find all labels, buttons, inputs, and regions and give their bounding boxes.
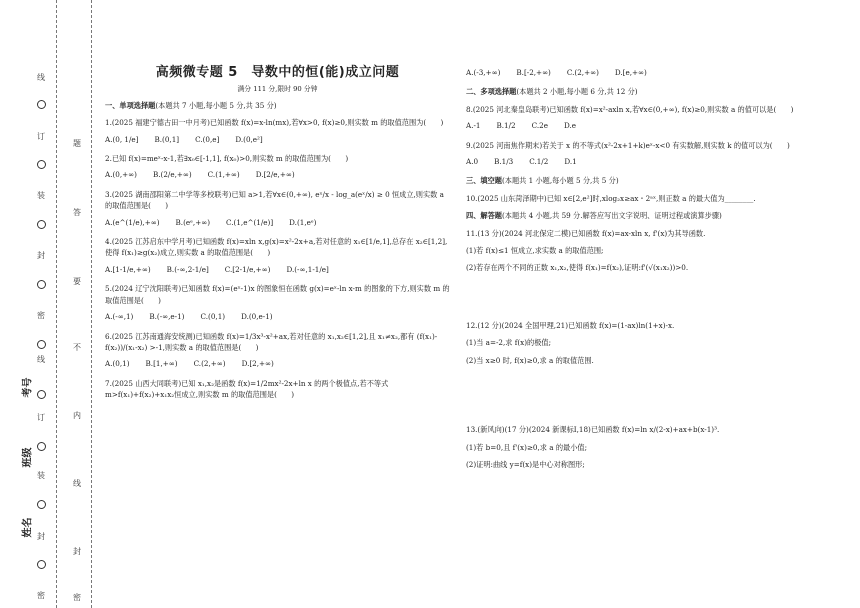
option: C.(1,e^(1/e)] [226, 217, 274, 227]
option: A.-1 [466, 121, 481, 131]
cut-mark: 订 [37, 413, 45, 422]
section-heading: 三、填空题(本题共 1 小题,每小题 5 分,共 5 分) [466, 176, 619, 186]
cut-mark: 要 [73, 277, 81, 286]
option: A.[1-1/e,+∞) [105, 264, 151, 274]
question-13-part-2: (2)证明:曲线 y=f(x)是中心对称图形; [466, 459, 585, 469]
cut-mark: 线 [37, 355, 45, 364]
question-11: 11.(13 分)(2024 河北保定二模)已知函数 f(x)=ax-xln x, f'(x)为其导函数. [466, 228, 706, 238]
left-column [105, 62, 450, 407]
option: C.(0,1) [200, 312, 226, 322]
cut-mark: 装 [37, 471, 45, 480]
option: D.[e,+∞) [614, 68, 647, 77]
option: A.(0,1) [105, 359, 130, 369]
question-8: 8.(2025 河北秦皇岛联考)已知函数 f(x)=x²-axln x,若∀x∈(0,+∞), f(x)≥0,则实数 a 的值可以是( ) [466, 104, 794, 114]
question-7-options [466, 67, 841, 78]
option: A.(-∞,1) [105, 312, 134, 322]
section-heading: 二、多项选择题(本题共 2 小题,每小题 6 分,共 12 分) [466, 87, 638, 97]
section-heading: 一、单项选择题(本题共 7 小题,每小题 5 分,共 35 分) [105, 100, 277, 110]
option: B.(-∞,2-1/e] [166, 264, 209, 274]
answer-space [466, 280, 841, 320]
option: A.(-3,+∞) [466, 68, 501, 77]
option: A.0 [466, 157, 479, 167]
option: D.(0,e²] [235, 134, 263, 144]
option: C.1/2 [529, 157, 549, 167]
right-column [466, 62, 841, 476]
cut-mark: 封 [37, 251, 45, 260]
cut-mark: 密 [73, 593, 81, 602]
binding-hole [37, 500, 46, 509]
binding-hole [37, 100, 46, 109]
binding-hole [37, 390, 46, 399]
cut-mark: 题 [73, 139, 81, 148]
binding-margin [0, 0, 95, 608]
cut-line-outer [56, 0, 57, 608]
question-5: 5.(2024 辽宁沈阳联考)已知函数 f(x)=(eˣ-1)x 的图象恒在函数 g(x)=eˣ-ln x-m 的图象的下方,则实数 m 的取值范围是( ) [105, 284, 450, 305]
option: B.(eᵉ,+∞) [175, 217, 211, 227]
option: C.(2,+∞) [566, 68, 599, 77]
cut-mark: 装 [37, 191, 45, 200]
question-3-options [105, 217, 450, 228]
cut-mark: 不 [73, 343, 81, 352]
score-time-info: 满分 111 分,限时 90 分钟 [237, 85, 318, 94]
option: C.2e [531, 121, 548, 131]
question-9: 9.(2025 河南焦作期末)若关于 x 的不等式(x²-2x+1+k)eˣ-x<0 有实数解,则实数 k 的值可以为( ) [466, 140, 790, 150]
cut-mark: 封 [73, 547, 81, 556]
cut-mark: 订 [37, 132, 45, 141]
option: D.e [563, 121, 577, 131]
page-title: 高频微专题 5 导数中的恒(能)成立问题 [155, 65, 400, 80]
option: D.1 [564, 157, 577, 167]
question-11-part-1: (1)若 f(x)≤1 恒成立,求实数 a 的取值范围; [466, 246, 604, 256]
option: D.(-∞,1-1/e] [286, 264, 329, 274]
question-9-options [466, 156, 841, 167]
option: A.(0,+∞) [105, 170, 137, 180]
question-12-part-2: (2)当 x≥0 时, f(x)≥0,求 a 的取值范围. [466, 355, 594, 365]
binding-hole [37, 220, 46, 229]
cut-mark: 封 [37, 532, 45, 541]
binding-hole [37, 560, 46, 569]
question-1: 1.(2025 福建宁德古田一中月考)已知函数 f(x)=x-ln(mx),若∀x>0, f(x)≥0,则实数 m 的取值范围为( ) [105, 118, 444, 128]
question-6-options [105, 358, 450, 369]
cut-mark: 内 [73, 411, 81, 420]
option: D.[2,+∞) [241, 359, 274, 369]
question-11-part-2: (2)若存在两个不同的正数 x₁,x₂,使得 f(x₁)=f(x₂),证明:f'(√(x₁x₂))>0. [466, 263, 689, 273]
question-10: 10.(2025 山东菏泽期中)已知 x∈[2,e²]时,xlog₂x≥ax・2ᵃˣ,则正数 a 的最大值为________. [466, 193, 756, 203]
binding-hole [37, 280, 46, 289]
binding-hole [37, 442, 46, 451]
option: B.(0,1] [154, 134, 180, 144]
option: D.[2/e,+∞) [255, 170, 295, 180]
section-heading: 四、解答题(本题共 4 小题,共 59 分.解答应写出文字说明、证明过程或演算步骤) [466, 211, 722, 221]
option: B.1/2 [496, 121, 516, 131]
question-6: 6.(2025 江苏南通海安统测)已知函数 f(x)=1/3x³-x²+ax,若对任意的 x₁,x₂∈[1,2],且 x₁≠x₂,都有 (f(x₁)-f(x₂))/(x₁-x₂) >-1,则实数 a 的取值范围是( ) [105, 331, 438, 352]
question-3: 3.(2025 湖南邵阳第二中学等多校联考)已知 a>1,若∀x∈(0,+∞), eˣ/x - log_a(eˣ/x) ≥ 0 恒成立,则实数 a 的取值范围是( ) [105, 189, 444, 211]
option: C.[2-1/e,+∞) [224, 264, 271, 274]
cut-mark: 密 [37, 591, 45, 600]
question-12-part-1: (1)当 a=-2,求 f(x)的极值; [466, 338, 552, 348]
exam-number-label: 考号 [22, 377, 34, 398]
question-4: 4.(2025 江苏启东中学月考)已知函数 f(x)=xln x,g(x)=x²-2x+a,若对任意的 x₁∈[1/e,1],总存在 x₂∈[1,2],使得 f(x₁)≥g(x₂)成立,则实数 a 的取值范围是( ) [105, 237, 448, 258]
option: B.(-∞,e-1) [149, 312, 185, 322]
question-13: 13.(新风向)(17 分)(2024 新课标Ⅰ,18)已知函数 f(x)=ln x/(2-x)+ax+b(x-1)³. [466, 425, 720, 435]
question-12: 12.(12 分)(2024 全国甲理,21)已知函数 f(x)=(1-ax)ln(1+x)-x. [466, 320, 675, 330]
option: A.(0, 1/e] [105, 134, 139, 144]
binding-hole [37, 340, 46, 349]
question-1-options [105, 134, 450, 145]
cut-mark: 线 [73, 479, 81, 488]
option: D.(0,e-1) [241, 312, 273, 322]
option: B.1/3 [494, 157, 514, 167]
name-label: 姓名 [22, 517, 34, 538]
question-13-part-1: (1)若 b=0,且 f'(x)≥0,求 a 的最小值; [466, 442, 587, 452]
question-5-options [105, 311, 450, 322]
binding-hole [37, 160, 46, 169]
cut-mark: 答 [73, 208, 81, 217]
option: B.(2/e,+∞) [152, 170, 192, 180]
cut-mark: 线 [37, 73, 45, 82]
class-label: 班级 [22, 447, 34, 468]
option: B.[1,+∞) [145, 359, 178, 369]
option: C.(0,e] [195, 134, 220, 144]
question-2: 2.已知 f(x)=meˣ-x-1,若∃x₀∈[-1,1], f(x₀)>0,则实数 m 的取值范围为( ) [105, 154, 349, 164]
cut-mark: 密 [37, 311, 45, 320]
option: C.(2,+∞) [193, 359, 226, 369]
cut-line-inner [91, 0, 92, 608]
option: C.(1,+∞) [207, 170, 240, 180]
question-4-options [105, 264, 450, 275]
question-8-options [466, 120, 841, 131]
option: D.(1,eᵉ) [289, 217, 317, 227]
option: B.[-2,+∞) [516, 68, 551, 77]
answer-space [466, 372, 841, 424]
question-7: 7.(2025 山西大同联考)已知 x₁,x₂是函数 f(x)=1/2mx²-2x+ln x 的两个极值点,若不等式 m>f(x₁)+f(x₂)+x₁x₂恒成立,则实数 m 的取值范围是( ) [105, 378, 389, 400]
option: A.(e^(1/e),+∞) [105, 217, 160, 227]
question-2-options [105, 169, 450, 180]
